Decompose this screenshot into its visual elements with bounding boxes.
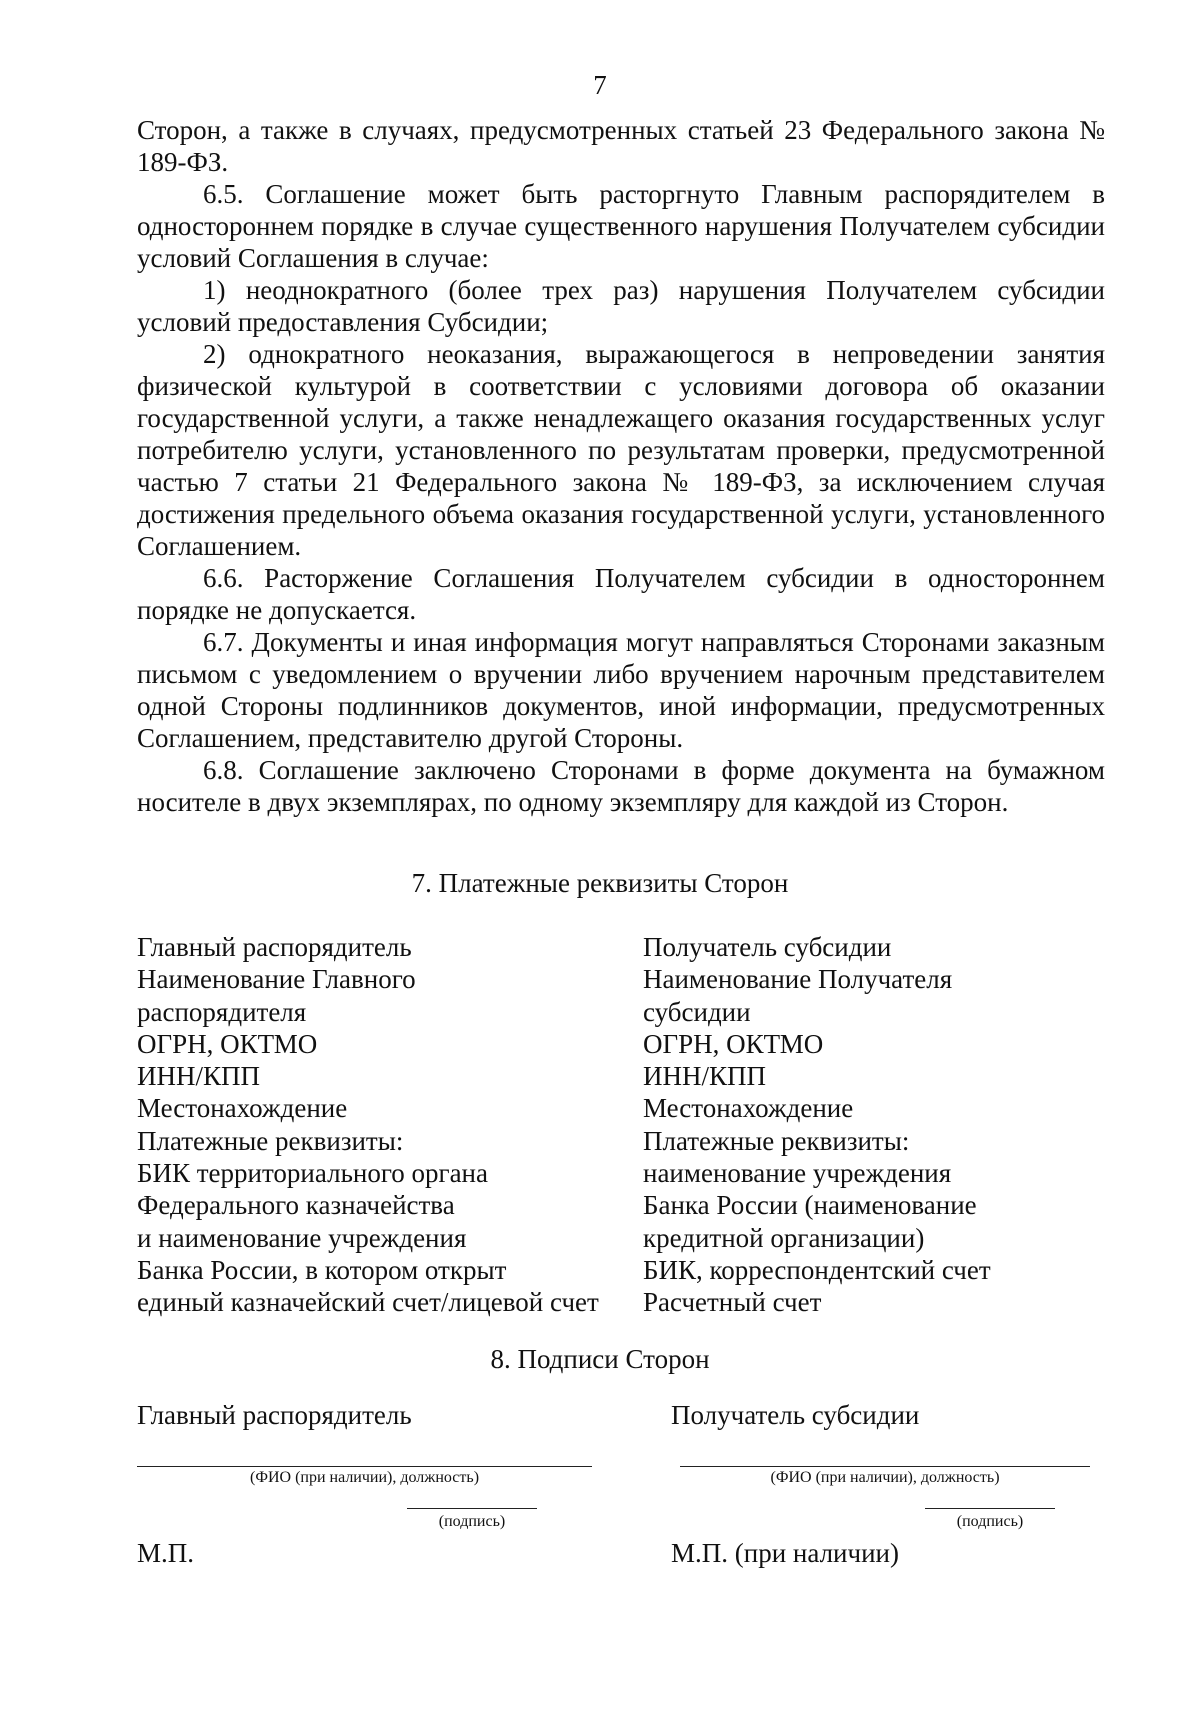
section-7-left-column [137, 931, 599, 1319]
paragraph-6-5: 6.5. Соглашение может быть расторгнуто Главным распорядителем в одностороннем порядке в случае существенного нарушения Получателем субсидии условий Соглашения в случае: [137, 179, 1105, 273]
right-line: кредитной организации) [643, 1222, 925, 1253]
left-line: и наименование учреждения [137, 1222, 467, 1253]
signature-left-name-caption: (ФИО (при наличии), должность) [249, 1469, 480, 1486]
signature-left-name-line [137, 1466, 592, 1467]
right-line: субсидии [643, 996, 751, 1027]
paragraph-6-5-item-1: 1) неоднократного (более трех раз) нарушения Получателем субсидии условий предоставления Субсидии; [137, 275, 1105, 337]
left-line: единый казначейский счет/лицевой счет [137, 1287, 599, 1318]
paragraph-continuation: Сторон, а также в случаях, предусмотренных статьей 23 Федерального закона № 189-ФЗ. [137, 115, 1105, 177]
signature-right-sign-caption: (подпись) [956, 1513, 1024, 1530]
right-line: Платежные реквизиты: [643, 1125, 910, 1156]
signature-right-name-caption: (ФИО (при наличии), должность) [770, 1469, 1000, 1486]
signature-left-stamp: М.П. [137, 1538, 195, 1568]
left-line: Федерального казначейства [137, 1190, 455, 1221]
left-line: Банка России, в котором открыт [137, 1254, 507, 1285]
left-line: ИНН/КПП [137, 1061, 261, 1092]
paragraph-6-8: 6.8. Соглашение заключено Сторонами в форме документа на бумажном носителе в двух экземплярах, по одному экземпляру для каждой из Сторон. [137, 755, 1105, 817]
right-line: Получатель субсидии [643, 932, 892, 962]
paragraph-6-6: 6.6. Расторжение Соглашения Получателем субсидии в одностороннем порядке не допускается. [137, 563, 1105, 625]
left-line: Главный распорядитель [137, 932, 412, 962]
right-line: ОГРН, ОКТМО [643, 1028, 824, 1059]
signature-left-sign-caption: (подпись) [438, 1513, 506, 1530]
right-line: Наименование Получателя [643, 964, 953, 995]
right-line: Расчетный счет [643, 1287, 822, 1318]
page-number: 7 [593, 70, 607, 100]
left-line: ОГРН, ОКТМО [137, 1028, 318, 1059]
signature-right-stamp: М.П. (при наличии) [671, 1538, 899, 1568]
right-line: БИК, корреспондентский счет [643, 1254, 991, 1285]
left-line: БИК территориального органа [137, 1158, 488, 1189]
right-line: наименование учреждения [643, 1158, 952, 1189]
body-text [137, 114, 1105, 818]
left-line: Наименование Главного [137, 964, 416, 995]
left-line: распорядителя [137, 996, 307, 1027]
section-7-heading: 7. Платежные реквизиты Сторон [411, 868, 789, 898]
right-line: Банка России (наименование [643, 1190, 977, 1221]
signature-left-title: Главный распорядитель [137, 1400, 412, 1430]
paragraph-6-7: 6.7. Документы и иная информация могут направляться Сторонами заказным письмом с уведомлением о вручении либо вручением нарочным представителем одной Стороны подлинников документов, иной информации, предусмотренных Соглашением, представителю другой Стороны. [137, 627, 1105, 753]
signature-right-sign-line [925, 1508, 1055, 1509]
signature-right-title: Получатель субсидии [671, 1400, 920, 1430]
left-line: Местонахождение [137, 1093, 348, 1124]
right-line: Местонахождение [643, 1093, 854, 1124]
paragraph-6-5-item-2: 2) однократного неоказания, выражающегося в непроведении занятия физической культурой в соответствии с условиями договора об оказании государственной услуги, а также ненадлежащего оказания государственных услуг потребителю услуги, установленного по результатам проверки, предусмотренной частью 7 статьи 21 Федерального закона № 189-ФЗ, за исключением случая достижения предельного объема оказания государственной услуги, установленного Соглашением. [137, 339, 1105, 561]
signature-right-name-line [680, 1466, 1090, 1467]
signature-left-sign-line [407, 1508, 537, 1509]
section-8-heading: 8. Подписи Сторон [490, 1344, 710, 1374]
right-line: ИНН/КПП [643, 1061, 767, 1092]
left-line: Платежные реквизиты: [137, 1125, 404, 1156]
section-7-right-column [643, 931, 991, 1319]
